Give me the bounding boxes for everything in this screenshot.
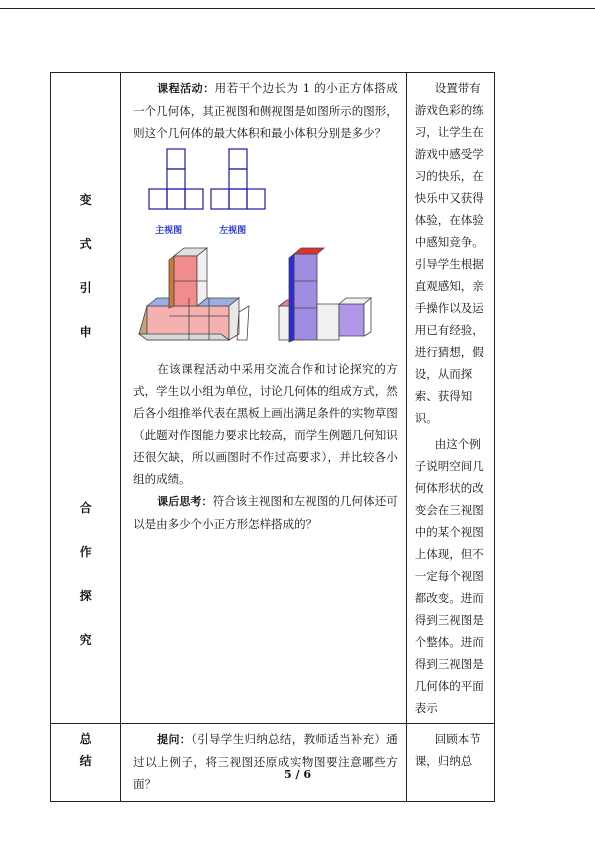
section-label-char: 合 <box>79 501 92 515</box>
section-label-char: 申 <box>79 325 92 339</box>
section-label-char: 究 <box>79 633 92 647</box>
section-label-char: 探 <box>79 589 92 603</box>
activity-title: 课程活动： <box>157 82 215 95</box>
discussion-paragraph: 在该课程活动中采用交流合作和讨论探究的方式，学生以小组为单位，讨论几何体的组成方式，然后各小组推举代表在黑板上画出满足条件的实物草图（此题对作图能力要求比较高，而学生例题几何知识还很欠缺，所以画图时不作过高要求），并比较各小组的成绩。 <box>133 362 398 486</box>
cube-models-figure <box>129 246 399 358</box>
table-row <box>51 724 495 802</box>
summary-note: 回顾本节课，归纳总 <box>414 732 481 768</box>
reflection-title: 课后思考： <box>157 495 213 508</box>
summary-title: 提问： <box>157 733 192 746</box>
lesson-table <box>50 72 495 802</box>
page-number: 5 / 6 <box>284 768 311 781</box>
section-label-char: 引 <box>79 281 92 295</box>
summary-cell <box>121 724 407 802</box>
teaching-note-1: 设置带有游戏色彩的练习，让学生在游戏中感受学习的快乐，在快乐中又获得体验，在体验中感知竞争。引导学生根据直观感知，亲手操作以及运用已有经验，进行猜想，假设，从而探索、获得知识。 <box>414 81 484 425</box>
summary-label-char: 总 <box>79 732 92 746</box>
table-row <box>51 73 495 724</box>
summary-label-char: 结 <box>79 754 92 768</box>
reflection-text: 符合该主视图和左视图的几何体还可以是由多少个小正方形怎样搭成的？ <box>133 494 398 531</box>
summary-paragraph <box>133 728 398 795</box>
model-figures <box>133 246 398 356</box>
summary-text: （引导学生归纳总结，教师适当补充）通过以上例子，将三视图还原成实物图要注意哪些方面？ <box>133 732 398 791</box>
left-view-caption: 左视图 <box>219 226 247 236</box>
front-view-figure <box>147 148 297 228</box>
front-view-caption: 主视图 <box>155 226 183 236</box>
three-view-figures <box>133 148 398 236</box>
summary-note-cell <box>406 724 494 802</box>
reflection-paragraph <box>133 490 398 535</box>
section-label-char: 式 <box>79 237 92 251</box>
activity-text: 用若干个边长为 1 的小正方体搭成一个几何体，其正视图和侧视图是如图所示的图形，则这个几何体的最大体积和最小体积分别是多少？ <box>133 81 398 140</box>
teaching-notes-cell <box>406 73 494 724</box>
teaching-note-2: 由这个例子说明空间几何体形状的改变会在三视图中的某个视图上体现，但不一定每个视图都改变。进而得到三视图是个整体。进而得到三视图是几何体的平面表示 <box>414 437 484 715</box>
section-label-char: 作 <box>79 545 92 559</box>
summary-label-cell <box>51 724 121 802</box>
section-label-cell <box>51 73 121 724</box>
activity-paragraph <box>133 77 398 144</box>
activity-cell <box>121 73 407 724</box>
page-top-rule <box>0 8 595 9</box>
section-label-char: 变 <box>79 193 92 207</box>
